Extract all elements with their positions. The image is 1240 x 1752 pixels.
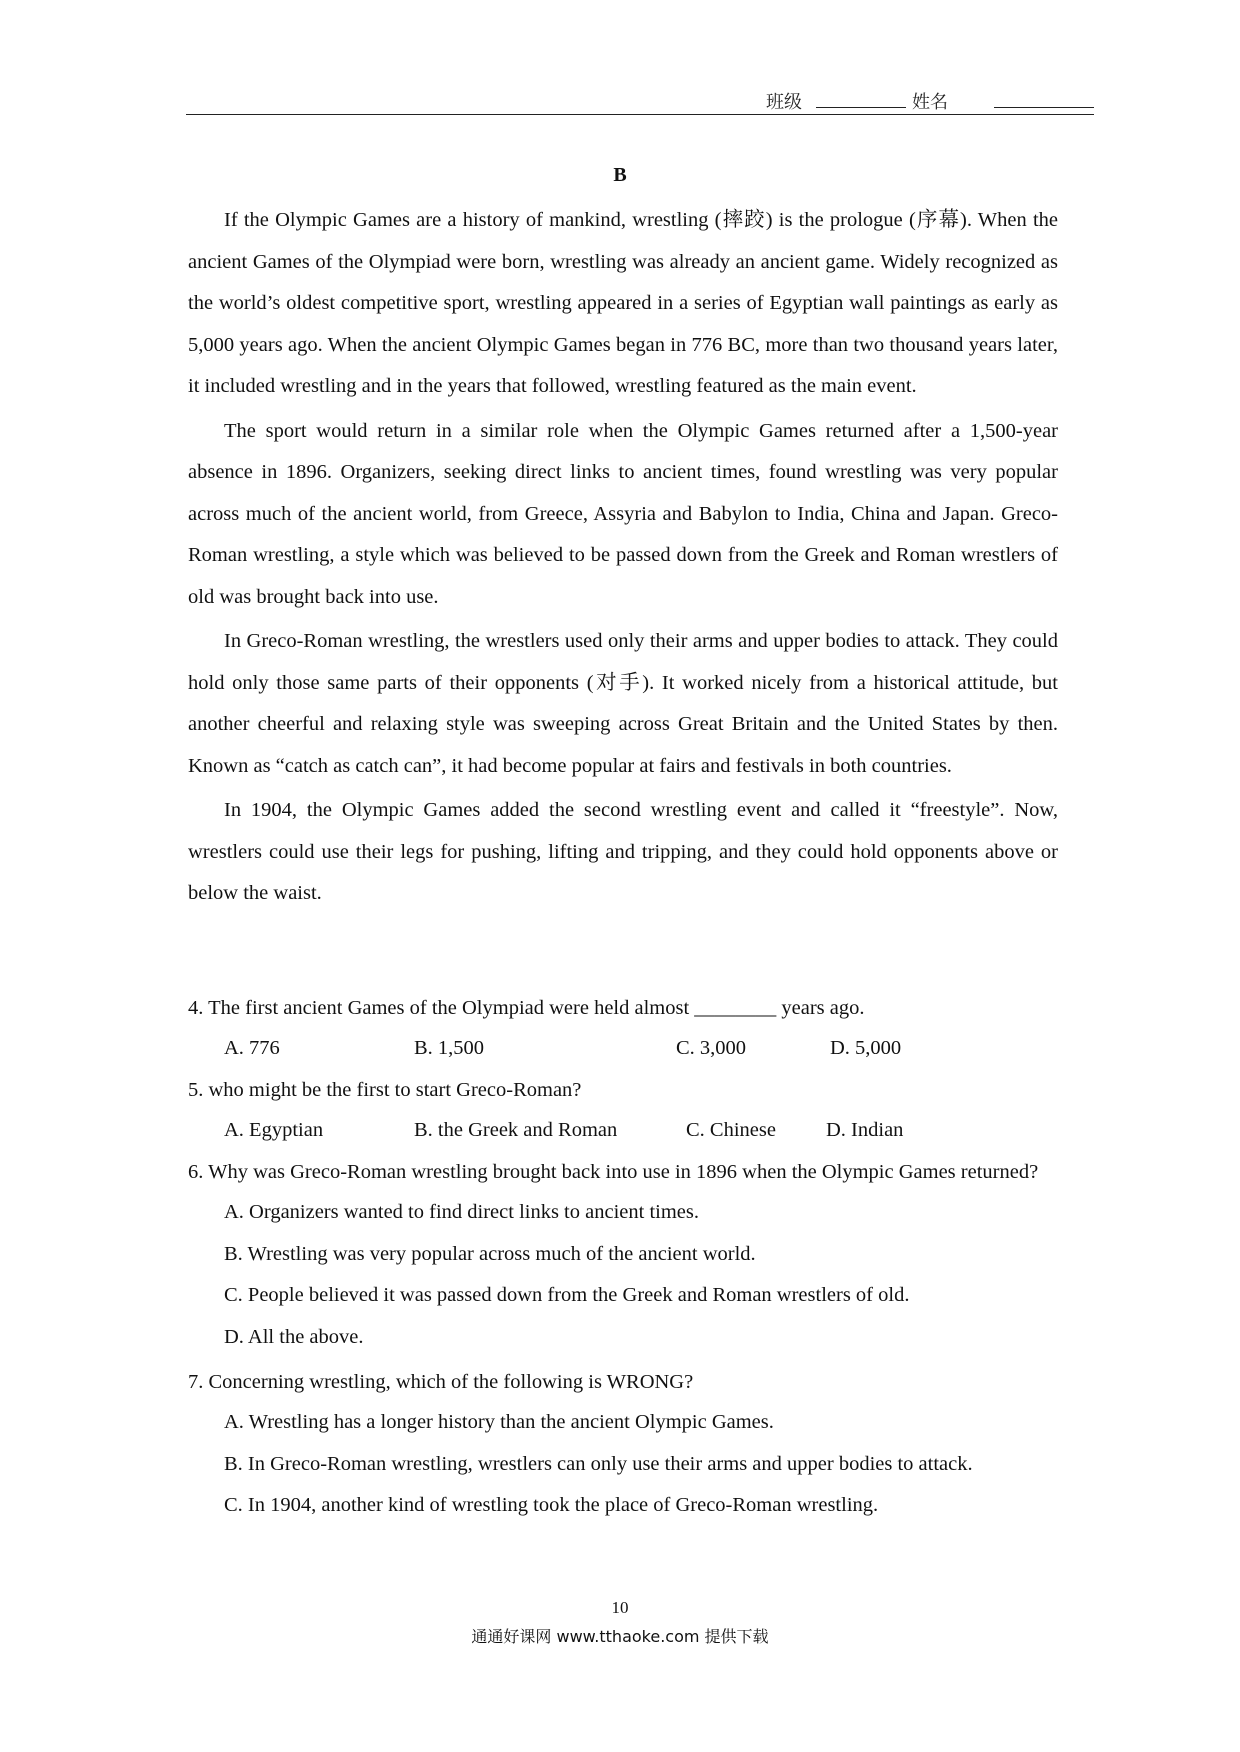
question-7 (188, 1362, 1058, 1527)
page-header (186, 84, 1094, 115)
page-number: 10 (611, 1598, 629, 1617)
option-b: B. 1,500 (414, 1037, 485, 1059)
option-list (188, 1402, 1058, 1527)
class-blank[interactable] (816, 93, 906, 108)
option-list (188, 1028, 1058, 1068)
name-blank[interactable] (994, 93, 1094, 108)
class-label: 班级 (766, 92, 802, 113)
name-label: 姓名 (912, 92, 948, 113)
option-list (188, 1192, 1058, 1358)
option-d: D. All the above. (224, 1325, 364, 1348)
option-c: C. People believed it was passed down from the Greek and Roman wrestlers of old. (224, 1284, 910, 1306)
question-stem: 6. Why was Greco-Roman wrestling brought back into use in 1896 when the Olympic Games returned? (188, 1161, 1039, 1183)
source-credit: 通通好课网 www.tthaoke.com 提供下载 (471, 1627, 769, 1646)
passage-paragraph: In 1904, the Olympic Games added the second wrestling event and called it “freestyle”. Now, wrestlers could use their legs for pushing, lifting and tripping, and they could hold opponents above or below the waist. (188, 799, 1058, 904)
option-c: C. 3,000 (676, 1037, 747, 1059)
section-letter: B (613, 164, 627, 186)
question-list (188, 988, 1058, 1531)
passage-paragraph: In Greco-Roman wrestling, the wrestlers used only their arms and upper bodies to attack. They could hold only those same parts of their opponents (对手). It worked nicely from a historical attitude, but another cheerful and relaxing style was sweeping across Great Britain and the United States by then. Known as “catch as catch can”, it had become popular at fairs and festivals in both countries. (188, 630, 1058, 777)
option-d: D. 5,000 (830, 1037, 902, 1059)
option-a: A. 776 (224, 1037, 280, 1059)
option-d: D. Indian (826, 1119, 904, 1141)
question-5 (188, 1070, 1058, 1150)
option-list (188, 1110, 1058, 1150)
student-info-fields (766, 88, 1094, 114)
option-b: B. the Greek and Roman (414, 1119, 618, 1141)
question-stem: 4. The first ancient Games of the Olympiad were held almost ________ years ago. (188, 997, 865, 1019)
option-a: A. Wrestling has a longer history than the ancient Olympic Games. (224, 1411, 774, 1433)
option-a: A. Egyptian (224, 1119, 324, 1141)
option-c: C. In 1904, another kind of wrestling took the place of Greco-Roman wrestling. (224, 1494, 879, 1516)
option-a: A. Organizers wanted to find direct links to ancient times. (224, 1201, 699, 1223)
passage-paragraph: If the Olympic Games are a history of mankind, wrestling (摔跤) is the prologue (序幕). When the ancient Games of the Olympiad were born, wrestling was already an ancient game. Widely recognized as the world’s oldest competitive sport, wrestling appeared in a series of Egyptian wall paintings as early as 5,000 years ago. When the ancient Olympic Games began in 776 BC, more than two thousand years later, it included wrestling and in the years that followed, wrestling featured as the main event. (188, 209, 1058, 397)
question-stem: 7. Concerning wrestling, which of the following is WRONG? (188, 1371, 694, 1393)
question-4 (188, 988, 1058, 1068)
option-b: B. In Greco-Roman wrestling, wrestlers can only use their arms and upper bodies to attack. (224, 1452, 973, 1475)
question-stem: 5. who might be the first to start Greco-Roman? (188, 1079, 582, 1101)
reading-passage (188, 200, 1058, 918)
option-b: B. Wrestling was very popular across much of the ancient world. (224, 1242, 756, 1265)
option-c: C. Chinese (686, 1119, 776, 1141)
passage-paragraph: The sport would return in a similar role when the Olympic Games returned after a 1,500-year absence in 1896. Organizers, seeking direct links to ancient times, found wrestling was very popular across much of the ancient world, from Greece, Assyria and Babylon to India, China and Japan. Greco-Roman wrestling, a style which was believed to be passed down from the Greek and Roman wrestlers of old was brought back into use. (188, 419, 1058, 608)
question-6 (188, 1152, 1058, 1358)
